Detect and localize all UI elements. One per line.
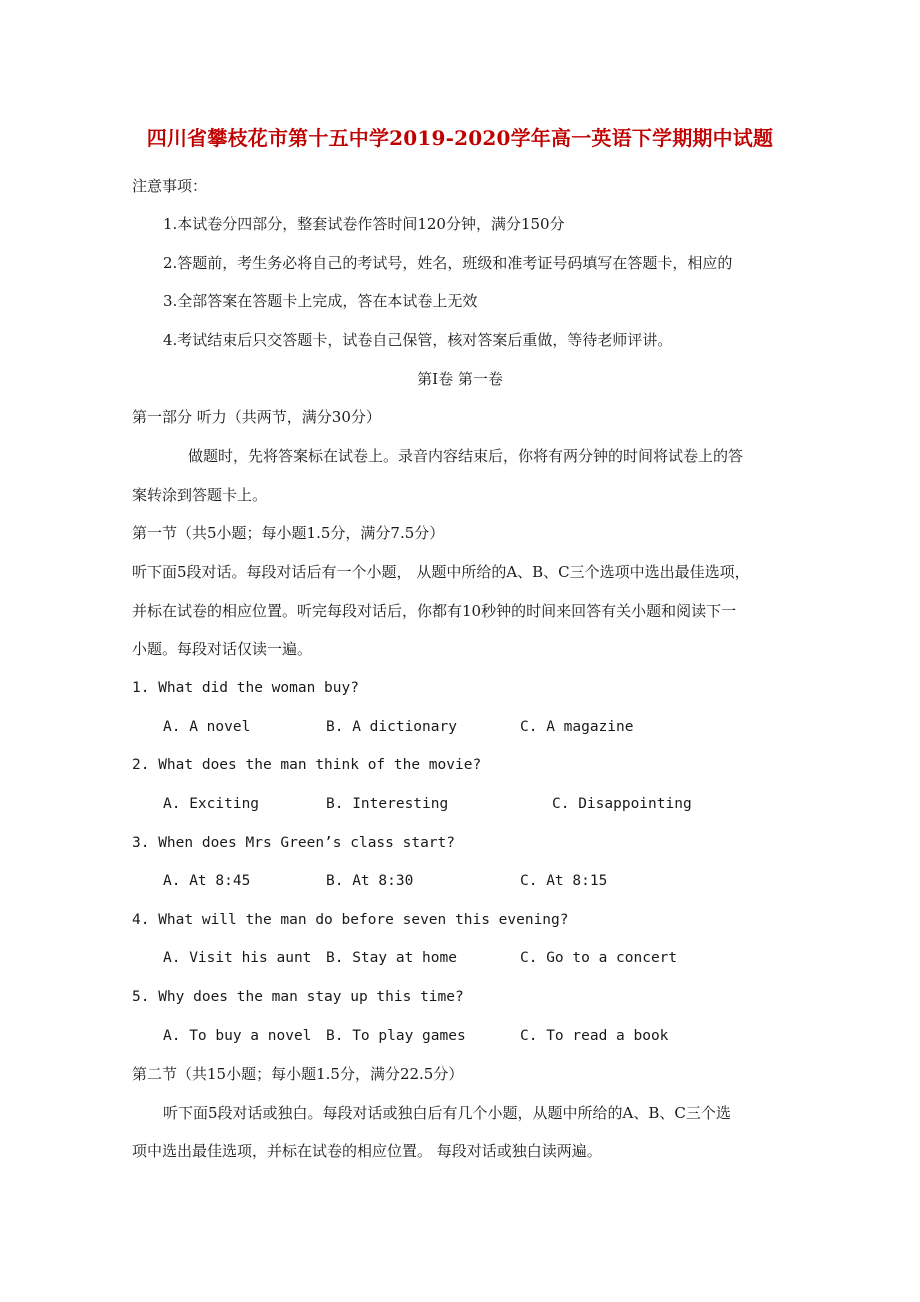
section2-directions-line2: 项中选出最佳选项，并标在试卷的相应位置。 每段对话或独白读两遍。 — [132, 1142, 602, 1160]
question-2: 2. What does the man think of the movie? — [132, 757, 482, 773]
document-title: 四川省攀枝花市第十五中学2019-2020学年高一英语下学期期中试题 — [146, 126, 774, 150]
section1-heading: 第一节（共5小题；每小题1.5分，满分7.5分） — [132, 524, 445, 542]
notice-heading: 注意事项： — [132, 177, 208, 195]
question-4-option-b: B. Stay at home — [326, 950, 457, 966]
question-5-option-b: B. To play games — [326, 1028, 466, 1044]
section1-directions-line1: 听下面5段对话。每段对话后有一个小题， 从题中所给的A、B、C三个选项中选出最佳选项， — [132, 563, 750, 581]
question-2-option-a: A. Exciting — [163, 796, 260, 812]
part1-instruction-line1: 做题时，先将答案标在试卷上。录音内容结束后，你将有两分钟的时间将试卷上的答 — [188, 447, 744, 465]
part1-heading: 第一部分 听力（共两节，满分30分） — [132, 408, 381, 426]
volume-heading: 第Ⅰ卷 第一卷 — [417, 370, 503, 388]
question-5: 5. Why does the man stay up this time? — [132, 989, 464, 1005]
section1-directions-line2: 并标在试卷的相应位置。听完每段对话后，你都有10秒钟的时间来回答有关小题和阅读下一 — [132, 602, 737, 620]
notice-item-1: 1.本试卷分四部分，整套试卷作答时间120分钟，满分150分 — [163, 215, 565, 233]
question-5-option-c: C. To read a book — [520, 1028, 669, 1044]
question-5-option-a: A. To buy a novel — [163, 1028, 312, 1044]
notice-item-3: 3.全部答案在答题卡上完成，答在本试卷上无效 — [163, 292, 478, 310]
section2-directions-line1: 听下面5段对话或独白。每段对话或独白后有几个小题，从题中所给的A、B、C三个选 — [163, 1104, 731, 1122]
question-3-option-a: A. At 8:45 — [163, 873, 251, 889]
question-4-option-a: A. Visit his aunt — [163, 950, 312, 966]
question-3-option-b: B. At 8:30 — [326, 873, 414, 889]
notice-item-4: 4.考试结束后只交答题卡，试卷自己保管，核对答案后重做，等待老师评讲。 — [163, 331, 673, 349]
question-2-option-b: B. Interesting — [326, 796, 449, 812]
part1-instruction-line2: 案转涂到答题卡上。 — [132, 486, 268, 504]
question-4: 4. What will the man do before seven this evening? — [132, 912, 569, 928]
section1-directions-line3: 小题。每段对话仅读一遍。 — [132, 640, 313, 658]
question-1-option-c: C. A magazine — [520, 719, 634, 735]
question-1: 1. What did the woman buy? — [132, 680, 359, 696]
question-3: 3. When does Mrs Green’s class start? — [132, 835, 456, 851]
section2-heading: 第二节（共15小题；每小题1.5分，满分22.5分） — [132, 1065, 464, 1083]
question-3-option-c: C. At 8:15 — [520, 873, 608, 889]
question-1-option-b: B. A dictionary — [326, 719, 457, 735]
notice-item-2: 2.答题前，考生务必将自己的考试号，姓名，班级和准考证号码填写在答题卡，相应的 — [163, 254, 733, 272]
question-2-option-c: C. Disappointing — [552, 796, 692, 812]
question-4-option-c: C. Go to a concert — [520, 950, 678, 966]
question-1-option-a: A. A novel — [163, 719, 251, 735]
